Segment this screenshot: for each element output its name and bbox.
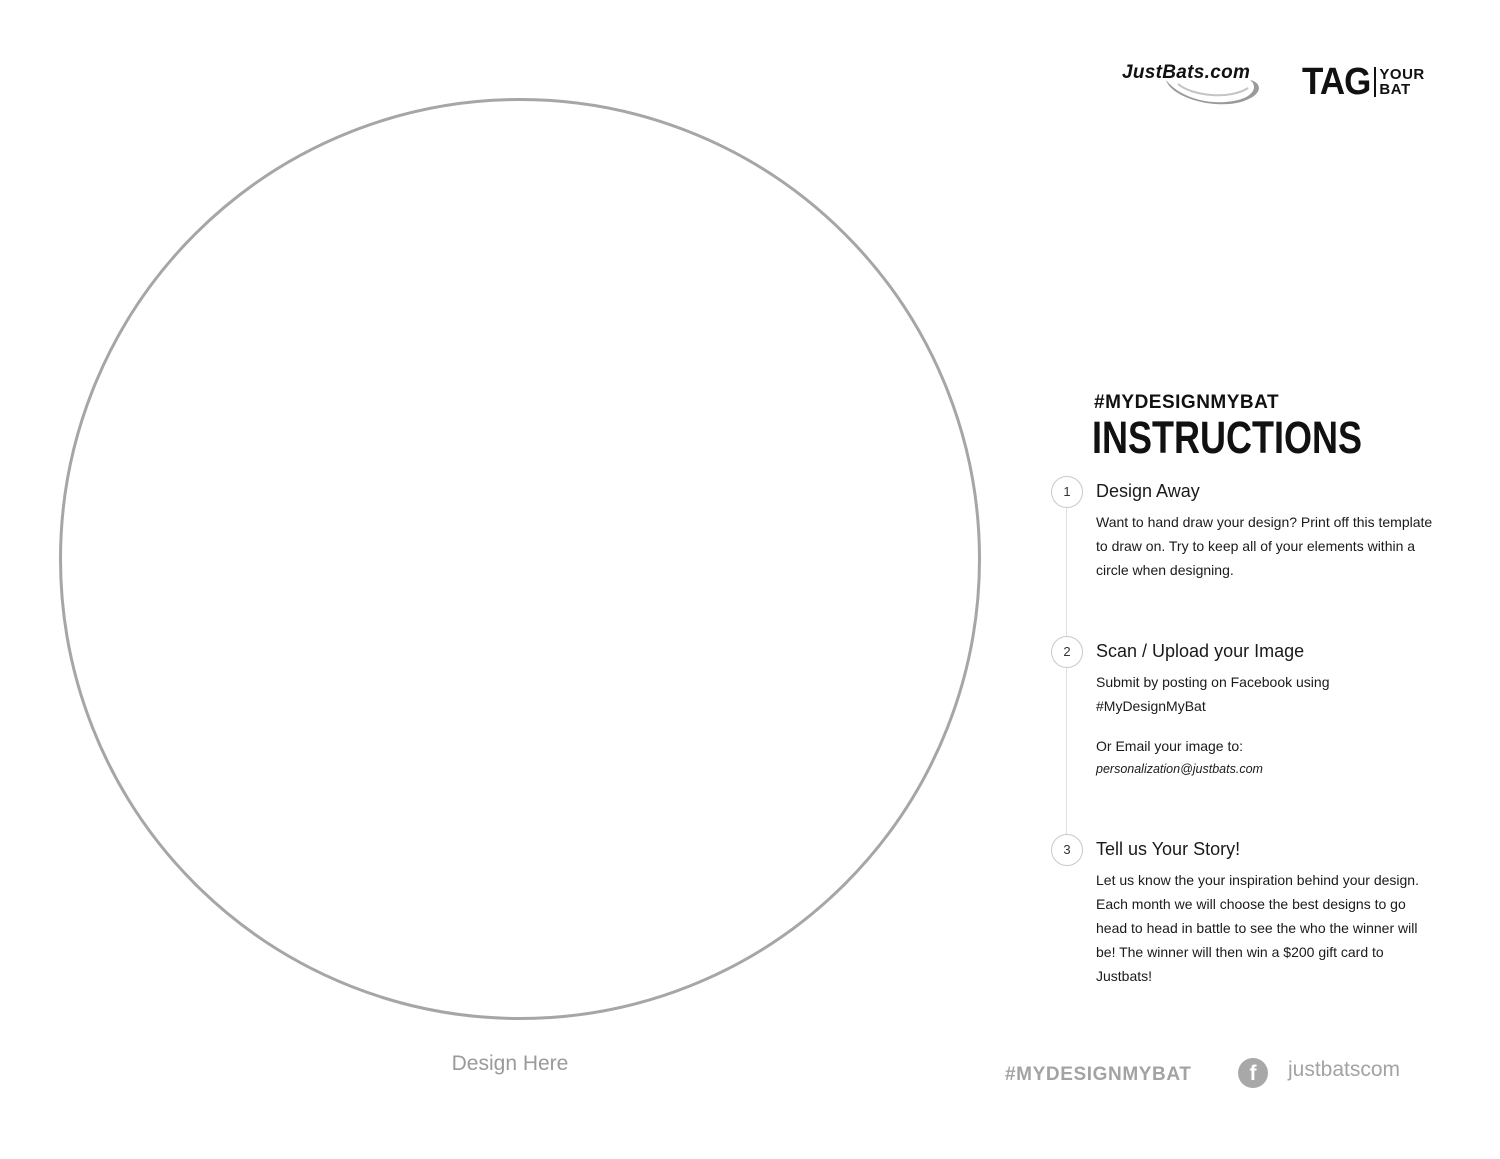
instructions-hashtag: #MYDESIGNMYBAT [1094, 392, 1280, 413]
tag-logo-stack [1379, 67, 1424, 97]
justbats-logo-text: JustBats.com [1122, 62, 1251, 83]
tag-logo-bat: BAT [1379, 81, 1411, 98]
footer-hashtag: #MYDESIGNMYBAT [1005, 1064, 1192, 1085]
step-2-body-email-intro: Or Email your image to: [1096, 738, 1244, 754]
tag-logo-divider [1374, 67, 1376, 97]
step-2-title: Scan / Upload your Image [1096, 641, 1305, 661]
step-2-number: 2 [1051, 636, 1083, 668]
step-1-number: 1 [1051, 476, 1083, 508]
facebook-icon: f [1238, 1058, 1268, 1088]
step-1-title: Design Away [1096, 481, 1200, 501]
justbats-swoosh-icon [1158, 74, 1263, 110]
justbats-logo [1118, 58, 1278, 114]
tag-your-bat-logo [1302, 62, 1425, 102]
design-circle [59, 98, 981, 1020]
step-2-body: Submit by posting on Facebook using #MyDesignMyBat [1096, 674, 1330, 714]
step-1-body: Want to hand draw your design? Print off this template to draw on. Try to keep all of your elements within a circle when designing. [1096, 514, 1433, 578]
instructions-title: INSTRUCTIONS [1092, 412, 1362, 463]
step-3-number: 3 [1051, 834, 1083, 866]
step-3-title: Tell us Your Story! [1096, 839, 1241, 859]
design-caption: Design Here [451, 1052, 569, 1075]
step-2-email: personalization@justbats.com [1096, 762, 1263, 776]
steps-timeline [1066, 506, 1067, 836]
tag-logo-word: TAG [1302, 61, 1371, 103]
step-3-body: Let us know the your inspiration behind your design. Each month we will choose the best designs to go head to head in battle to see the who the winner will be! The winner will then win a $200 gift card to Justbats! [1096, 872, 1419, 984]
tag-logo-your: YOUR [1379, 66, 1425, 83]
facebook-handle: justbatscom [1288, 1058, 1401, 1081]
